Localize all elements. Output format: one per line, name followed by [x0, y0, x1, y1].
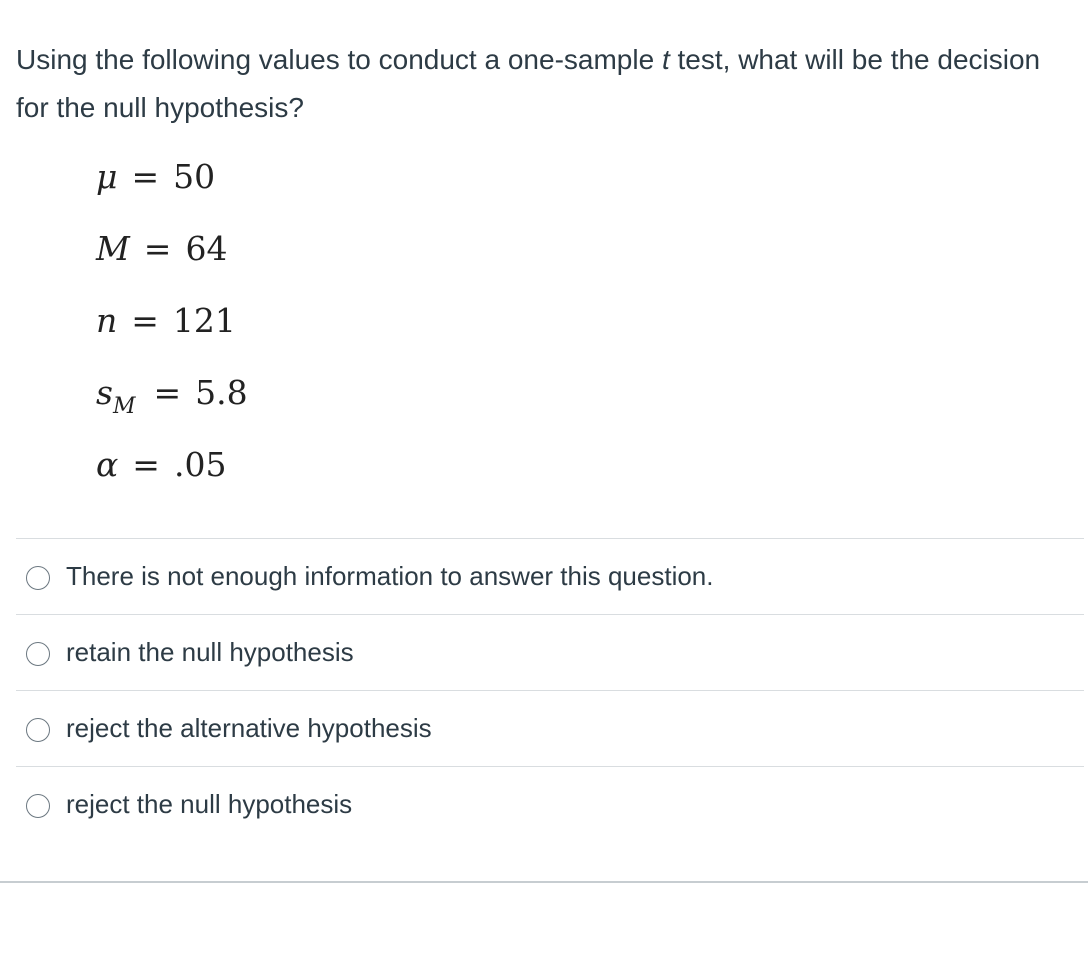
answer-option-not-enough-info[interactable]: [16, 538, 1084, 614]
radio-button[interactable]: [26, 718, 50, 742]
radio-button[interactable]: [26, 794, 50, 818]
answer-option-reject-null[interactable]: [16, 766, 1084, 842]
answer-option-reject-alternative[interactable]: [16, 690, 1084, 766]
equals-sign: =: [131, 301, 159, 340]
symbol-alpha: α: [96, 445, 119, 484]
equals-sign: =: [153, 373, 182, 412]
symbol-mu: μ: [96, 157, 118, 196]
equals-sign: =: [131, 157, 160, 196]
given-n: [96, 299, 236, 343]
symbol-s: s: [96, 373, 113, 412]
radio-button[interactable]: [26, 566, 50, 590]
value-alpha: .05: [173, 445, 227, 484]
question-italic-t: t: [661, 44, 670, 75]
answer-label: reject the null hypothesis: [66, 789, 353, 819]
equals-sign: =: [143, 229, 172, 268]
answer-label: There is not enough information to answer this question.: [66, 561, 714, 591]
symbol-n: n: [96, 301, 118, 340]
given-mu: [96, 155, 215, 199]
radio-button[interactable]: [26, 642, 50, 666]
question-text-after: test, what will be the decision for the null hypothesis?: [16, 44, 1041, 123]
bottom-divider: [0, 881, 1088, 883]
answer-options: [16, 538, 1084, 842]
value-n: 121: [172, 301, 236, 340]
subscript-m: M: [112, 394, 136, 419]
given-alpha: [96, 443, 226, 487]
symbol-m: M: [96, 229, 130, 268]
question-text-before: Using the following values to conduct a one-sample: [16, 44, 662, 75]
question-text: [16, 36, 1076, 132]
equals-sign: =: [132, 445, 160, 484]
given-sample-mean: [96, 227, 227, 271]
answer-label: reject the alternative hypothesis: [66, 713, 432, 743]
answer-option-retain-null[interactable]: [16, 614, 1084, 690]
value-m: 64: [185, 229, 228, 268]
value-sm: 5.8: [195, 373, 248, 412]
given-standard-error: [96, 371, 248, 419]
value-mu: 50: [173, 157, 216, 196]
answer-label: retain the null hypothesis: [66, 637, 354, 667]
